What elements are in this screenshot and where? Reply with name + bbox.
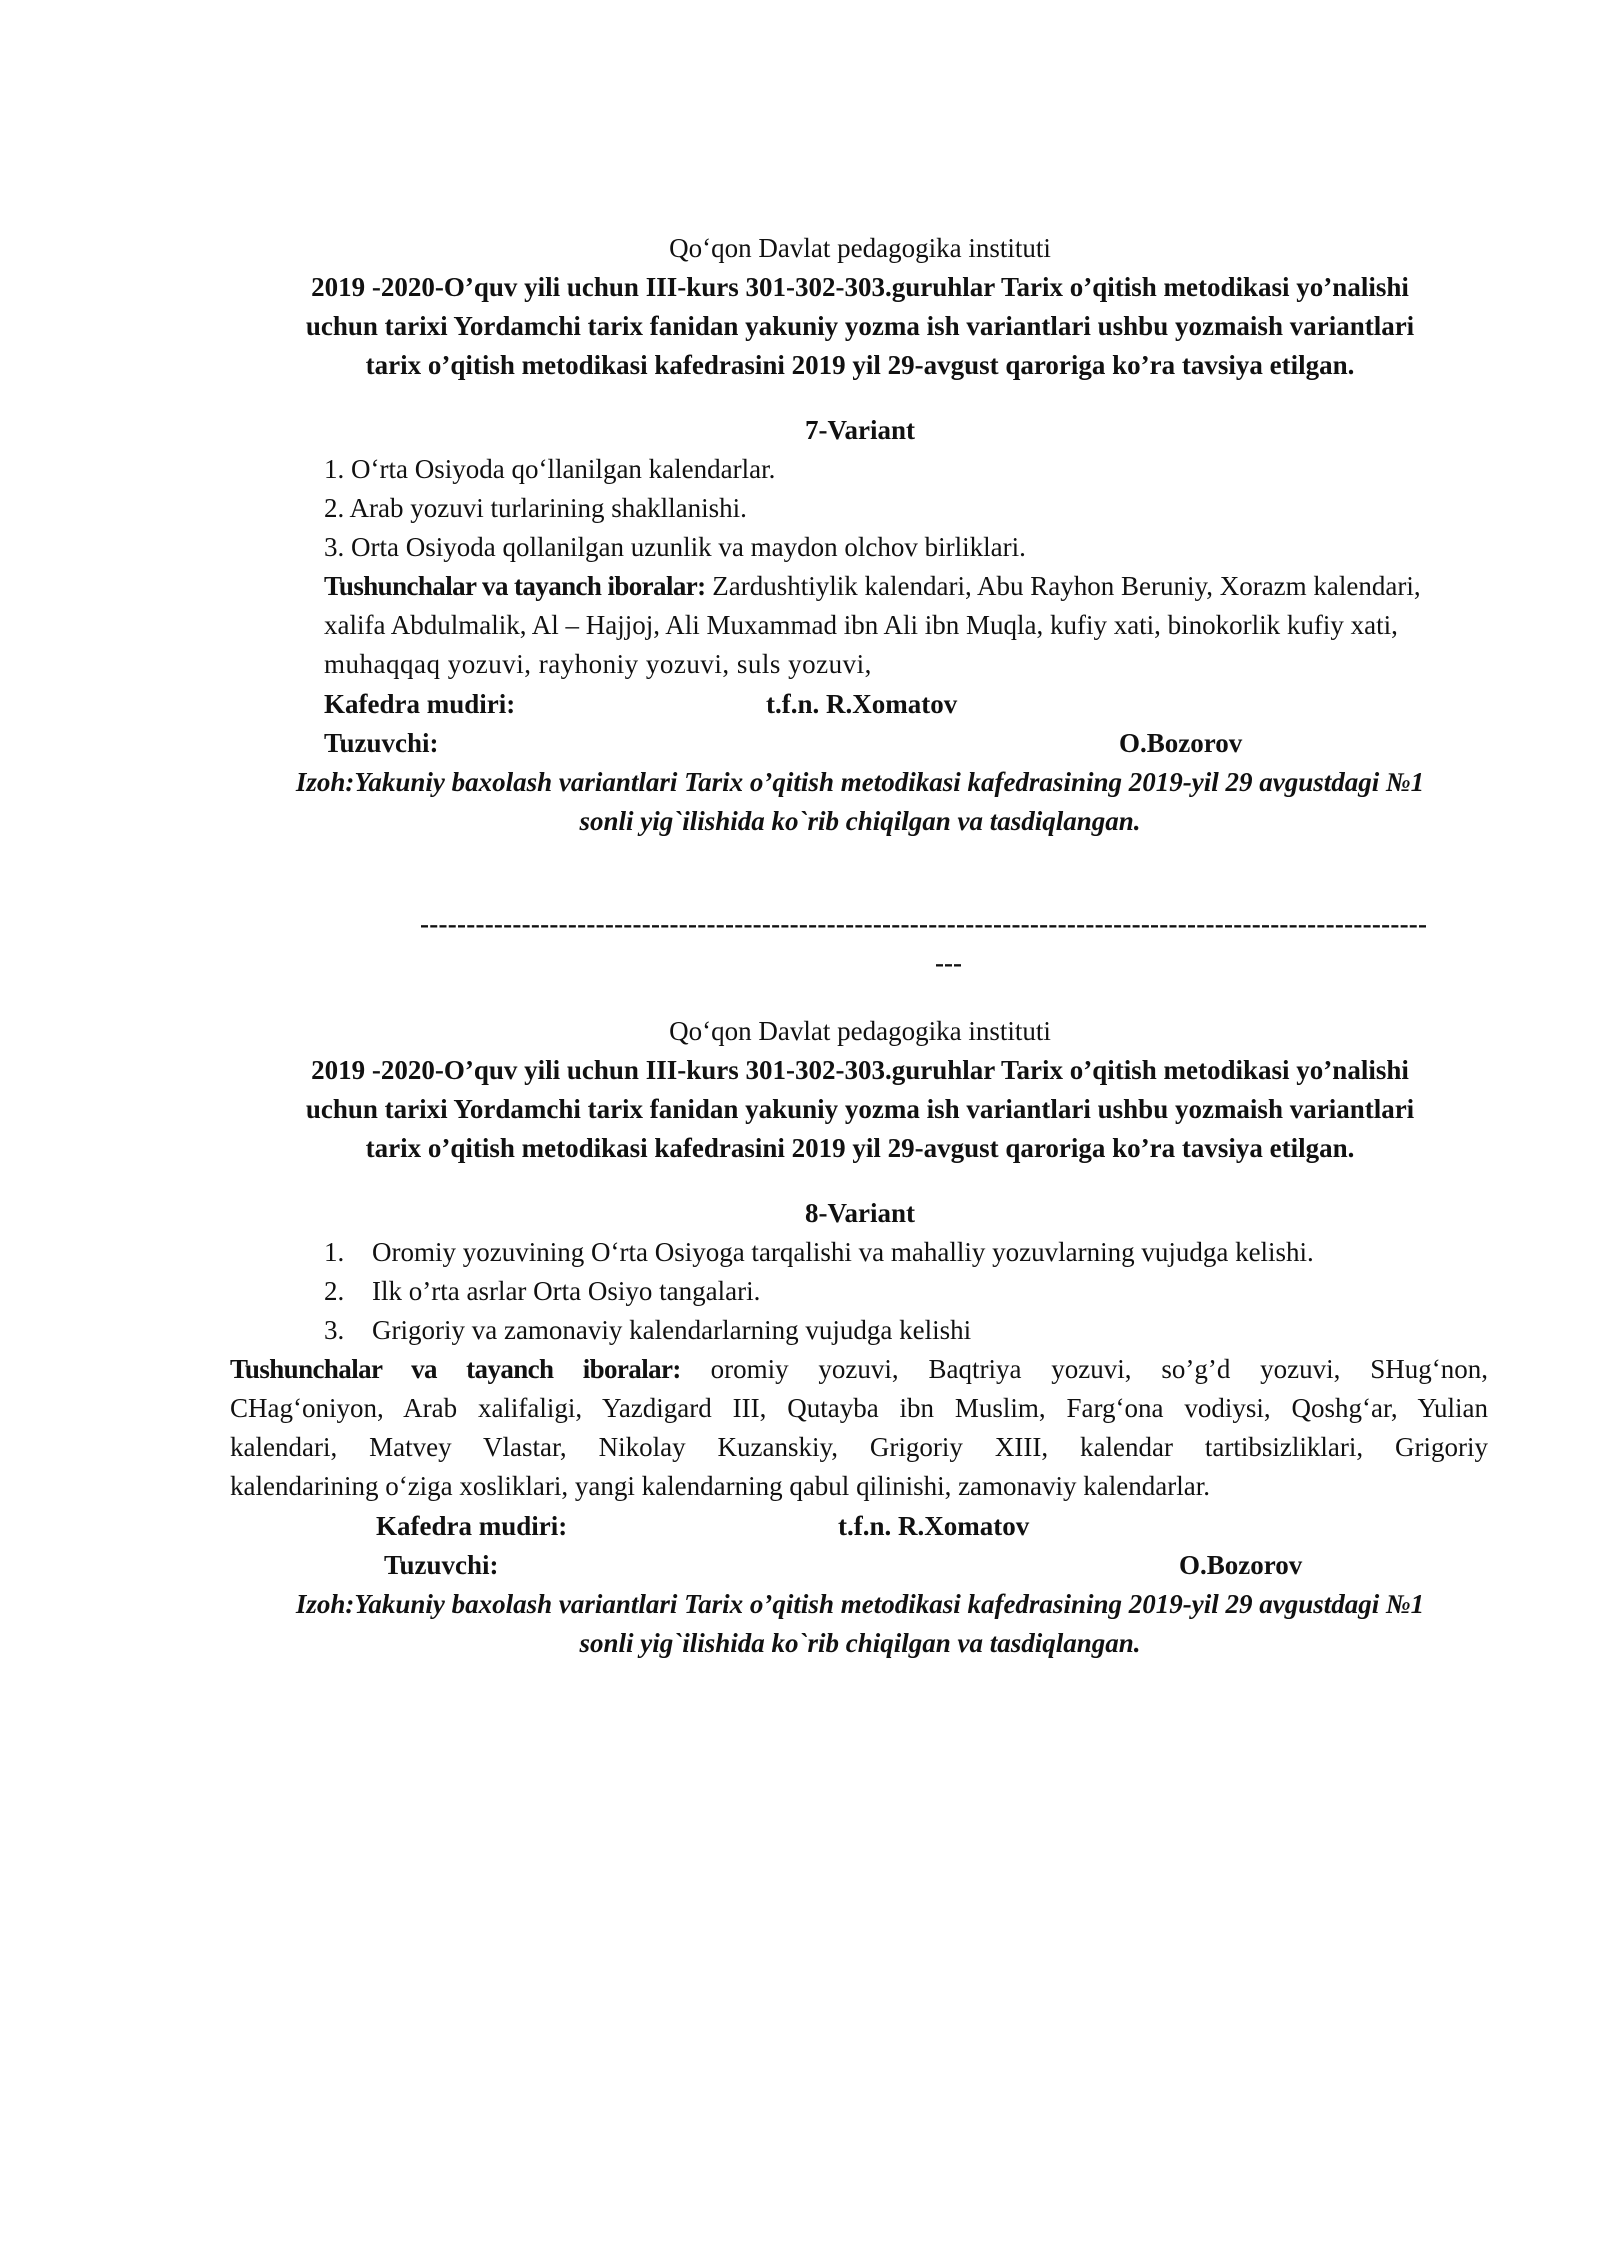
head-name: t.f.n. R.Xomatov [766,689,958,719]
dashed-separator-tail: --- [935,948,962,978]
terms-line [324,567,1421,606]
variant-title: 8-Variant [804,1198,915,1228]
header-line: uchun tarixi Yordamchi tarix fanidan yakuniy yozma ish variantlari ushbu yozmaish variantlari [305,311,1415,341]
question-item: 2. Arab yozuvi turlarining shakllanishi. [324,493,747,523]
approval-note: Izoh:Yakuniy baxolash variantlari Tarix o’qitish metodikasi kafedrasining 2019-yil 29 avgustdagi №1 [295,1589,1425,1619]
header-line: 2019 -2020-O’quv yili uchun III-kurs 301-302-303.guruhlar Tarix o’qitish metodikasi yo’nalishi [311,1055,1409,1085]
question-number: 3. [324,1315,345,1345]
approval-note: sonli yig`ilishida ko`rib chiqilgan va tasdiqlangan. [579,1628,1141,1658]
terms-label: Tushunchalar va tayanch iboralar: [324,571,706,601]
author-name: O.Bozorov [1179,1550,1303,1580]
terms-text: oromiy yozuvi, Baqtriya yozuvi, so’g’d yozuvi, SHug‘non, [680,1354,1488,1384]
header-line: 2019 -2020-O’quv yili uchun III-kurs 301-302-303.guruhlar Tarix o’qitish metodikasi yo’nalishi [311,272,1409,302]
question-item: Ilk o’rta asrlar Orta Osiyo tangalari. [372,1276,761,1306]
question-item: Oromiy yozuvining O‘rta Osiyoga tarqalishi va mahalliy yozuvlarning vujudga kelishi. [372,1237,1314,1267]
header-line: tarix o’qitish metodikasi kafedrasini 2019 yil 29-avgust qaroriga ko’ra tavsiya etilgan. [365,1133,1355,1163]
question-item: 1. O‘rta Osiyoda qo‘llanilgan kalendarlar. [324,454,776,484]
head-name: t.f.n. R.Xomatov [838,1511,1030,1541]
author-label: Tuzuvchi: [324,728,439,758]
terms-line: kalendari, Matvey Vlastar, Nikolay Kuzanskiy, Grigoriy XIII, kalendar tartibsizliklari, Grigoriy [230,1432,1488,1462]
terms-line: muhaqqaq yozuvi, rayhoniy yozuvi, suls yozuvi, [324,649,872,679]
head-label: Kafedra mudiri: [376,1511,568,1541]
institute-name: Qo‘qon Davlat pedagogika instituti [669,233,1051,263]
author-label: Tuzuvchi: [384,1550,499,1580]
approval-note: sonli yig`ilishida ko`rib chiqilgan va tasdiqlangan. [579,806,1141,836]
approval-note: Izoh:Yakuniy baxolash variantlari Tarix o’qitish metodikasi kafedrasining 2019-yil 29 avgustdagi №1 [295,767,1425,797]
question-number: 2. [324,1276,345,1306]
head-label: Kafedra mudiri: [324,689,516,719]
terms-line: kalendarining o‘ziga xosliklari, yangi kalendarning qabul qilinishi, zamonaviy kalendarlar. [230,1471,1210,1501]
author-name: O.Bozorov [1119,728,1243,758]
variant-title: 7-Variant [804,415,915,445]
terms-line: xalifa Abdulmalik, Al – Hajjoj, Ali Muxammad ibn Ali ibn Muqla, kufiy xati, binokorlik kufiy xati, [324,610,1398,640]
terms-line [230,1350,1488,1389]
header-line: uchun tarixi Yordamchi tarix fanidan yakuniy yozma ish variantlari ushbu yozmaish variantlari [305,1094,1415,1124]
terms-label: Tushunchalar va tayanch iboralar: [230,1354,681,1384]
terms-line: CHag‘oniyon, Arab xalifaligi, Yazdigard III, Qutayba ibn Muslim, Farg‘ona vodiysi, Qoshg‘ar, Yulian [230,1393,1488,1423]
question-number: 1. [324,1237,345,1267]
terms-text: Zardushtiylik kalendari, Abu Rayhon Beruniy, Xorazm kalendari, [705,571,1421,601]
question-item: Grigoriy va zamonaviy kalendarlarning vujudga kelishi [372,1315,972,1345]
header-line: tarix o’qitish metodikasi kafedrasini 2019 yil 29-avgust qaroriga ko’ra tavsiya etilgan. [365,350,1355,380]
dashed-separator: ------------------------------------------------------------------------------------------------------------- [420,909,1428,939]
question-item: 3. Orta Osiyoda qollanilgan uzunlik va maydon olchov birliklari. [324,532,1026,562]
institute-name: Qo‘qon Davlat pedagogika instituti [669,1016,1051,1046]
